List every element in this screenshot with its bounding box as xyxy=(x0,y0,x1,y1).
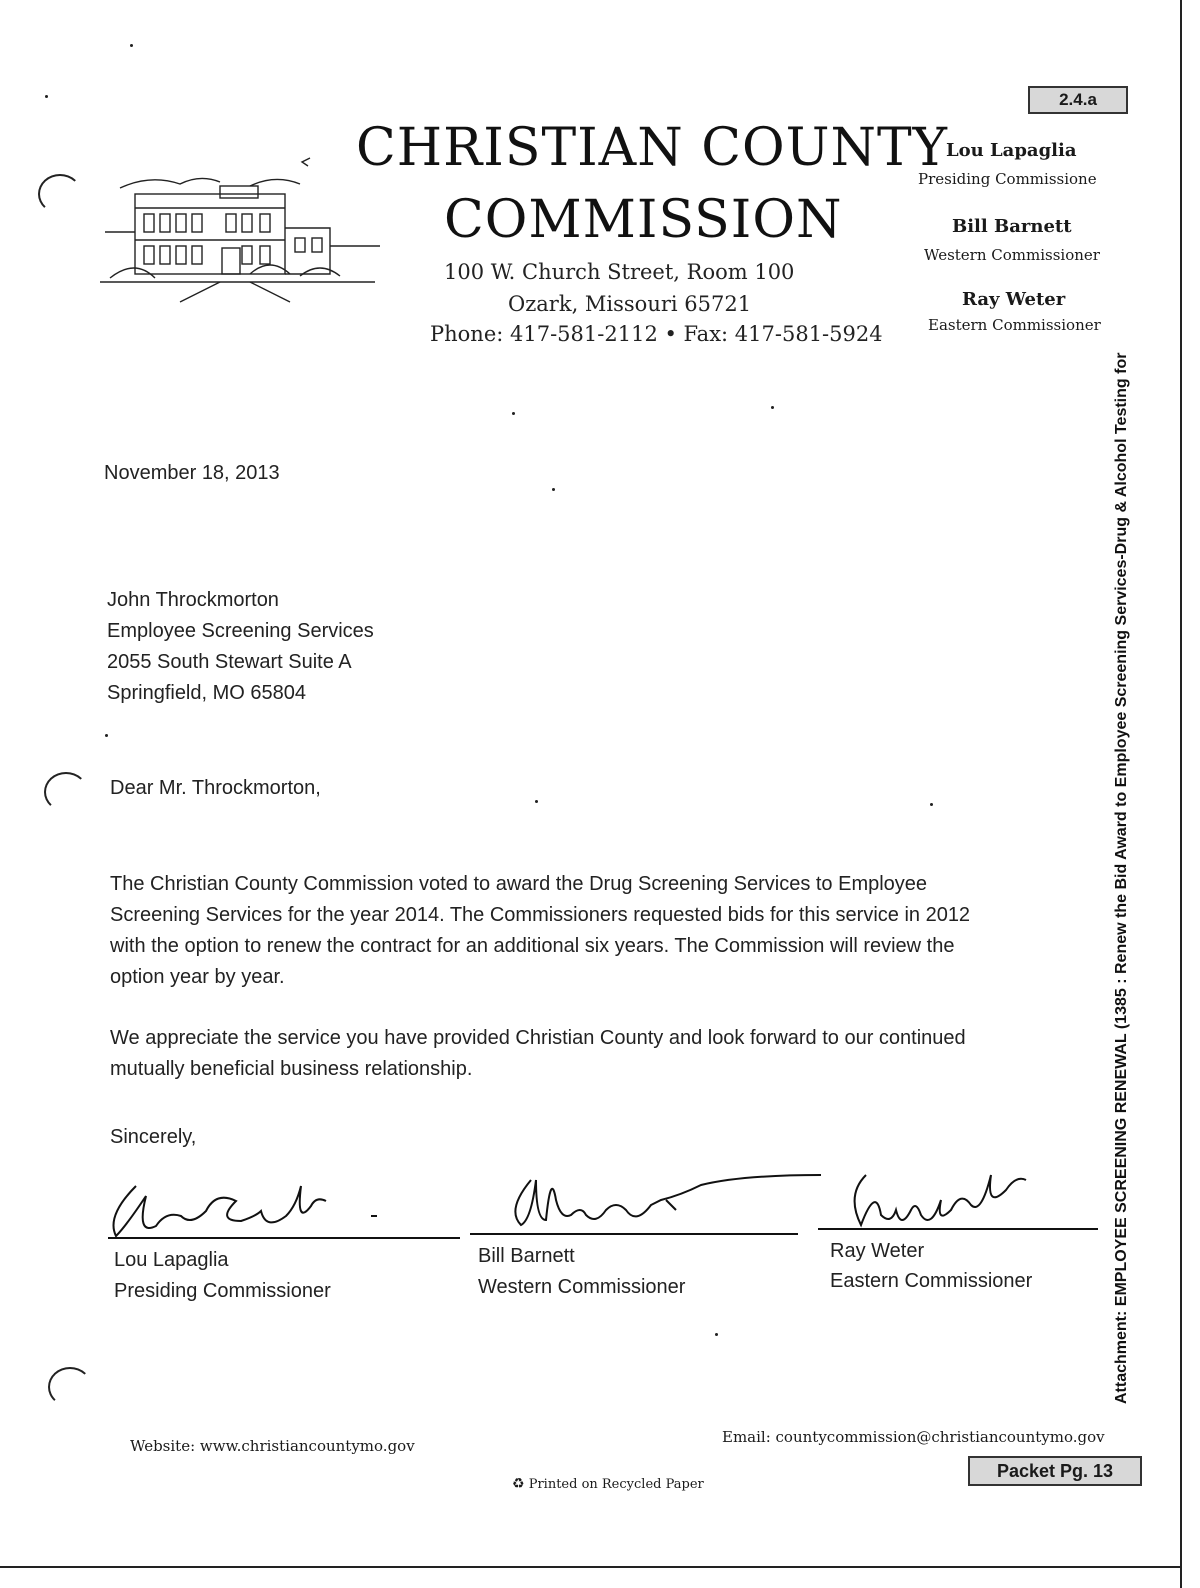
commissioner-title-2: Western Commissioner xyxy=(924,246,1100,264)
recycled-text: Printed on Recycled Paper xyxy=(528,1477,704,1492)
binder-hole-3 xyxy=(48,1367,92,1407)
footer-recycled-note xyxy=(512,1476,704,1492)
body-paragraph-2 xyxy=(110,1023,1100,1085)
packet-page-number: Packet Pg. 13 xyxy=(996,1461,1114,1481)
body-line: option year by year. xyxy=(110,966,285,988)
signature-handwriting-3 xyxy=(836,1155,1066,1235)
signature-name-2: Bill Barnett xyxy=(478,1245,575,1267)
recipient-block xyxy=(107,585,374,709)
signature-title-1: Presiding Commissioner xyxy=(114,1280,331,1302)
letterhead-phone-fax: Phone: 417-581-2112 • Fax: 417-581-5924 xyxy=(430,322,883,346)
footer-email: Email: countycommission@christiancountymo.gov xyxy=(722,1428,1105,1446)
signature-handwriting-2 xyxy=(496,1160,826,1240)
page-right-border xyxy=(1180,0,1182,1588)
scan-speck xyxy=(771,406,774,409)
scan-speck xyxy=(45,95,48,98)
signature-line-2 xyxy=(470,1233,798,1235)
scan-speck xyxy=(512,412,515,415)
signature-title-3: Eastern Commissioner xyxy=(830,1270,1033,1292)
commissioner-title-1: Presiding Commissione xyxy=(918,170,1097,188)
commissioner-name-3: Ray Weter xyxy=(962,289,1066,310)
recipient-street: 2055 South Stewart Suite A xyxy=(107,651,352,673)
body-paragraph-1 xyxy=(110,869,1100,993)
binder-hole-2 xyxy=(44,772,88,812)
letterhead-title-line1: CHRISTIAN COUNTY xyxy=(356,118,949,178)
attachment-side-label: Attachment: EMPLOYEE SCREENING RENEWAL (1385 : Renew the Bid Award to Employee Screening Services-Drug & Alcohol Testing for xyxy=(1113,352,1130,1404)
scan-speck xyxy=(930,803,933,806)
signature-name-3: Ray Weter xyxy=(830,1240,925,1262)
scan-speck xyxy=(130,44,133,47)
agenda-item-number: 2.4.a xyxy=(1059,90,1097,109)
recycle-icon: ♻ xyxy=(512,1476,525,1492)
commissioner-name-1: Lou Lapaglia xyxy=(946,140,1077,161)
signature-handwriting-1 xyxy=(96,1176,396,1246)
scan-speck xyxy=(105,734,108,737)
body-line: Screening Services for the year 2014. The Commissioners requested bids for this service in 2012 xyxy=(110,904,971,926)
body-line: mutually beneficial business relationship. xyxy=(110,1058,473,1080)
body-line: with the option to renew the contract for an additional six years. The Commission will review the xyxy=(110,935,955,957)
courthouse-logo xyxy=(100,148,385,308)
letter-date: November 18, 2013 xyxy=(104,462,280,484)
closing: Sincerely, xyxy=(110,1126,197,1148)
recipient-company: Employee Screening Services xyxy=(107,620,374,642)
scan-speck xyxy=(535,800,538,803)
footer-website: Website: www.christiancountymo.gov xyxy=(130,1437,415,1455)
commissioner-name-2: Bill Barnett xyxy=(952,216,1072,237)
binder-hole-1 xyxy=(38,174,82,214)
page-bottom-border xyxy=(0,1566,1182,1568)
letterhead-address-line1: 100 W. Church Street, Room 100 xyxy=(444,260,795,284)
recipient-city: Springfield, MO 65804 xyxy=(107,682,307,704)
signature-name-1: Lou Lapaglia xyxy=(114,1249,229,1271)
salutation: Dear Mr. Throckmorton, xyxy=(110,777,321,799)
body-line: We appreciate the service you have provided Christian County and look forward to our continued xyxy=(110,1027,966,1049)
signature-line-1 xyxy=(108,1237,460,1239)
body-line: The Christian County Commission voted to award the Drug Screening Services to Employee xyxy=(110,873,928,895)
letterhead-address-line2: Ozark, Missouri 65721 xyxy=(508,292,752,316)
packet-page-stamp xyxy=(968,1456,1142,1486)
letterhead-title-line2: COMMISSION xyxy=(444,190,843,250)
signature-line-3 xyxy=(818,1228,1098,1230)
agenda-item-stamp xyxy=(1028,86,1128,114)
commissioner-title-3: Eastern Commissioner xyxy=(928,316,1101,334)
scan-speck xyxy=(552,488,555,491)
recipient-name: John Throckmorton xyxy=(107,589,279,611)
signature-title-2: Western Commissioner xyxy=(478,1276,686,1298)
scan-speck xyxy=(715,1333,718,1336)
